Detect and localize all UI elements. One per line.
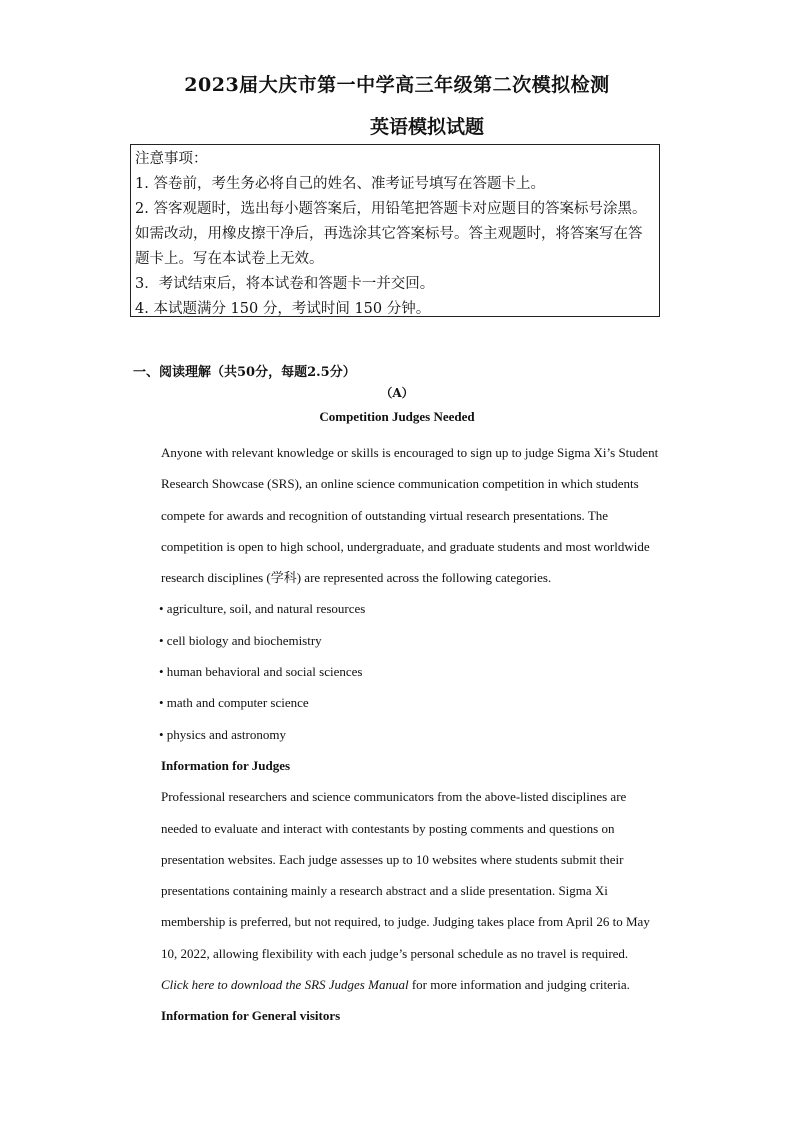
category-item: • human behavioral and social sciences	[159, 664, 363, 680]
passage-body	[133, 437, 663, 1032]
category-item: • cell biology and biochemistry	[159, 632, 322, 648]
judges-info-heading: Information for Judges	[161, 757, 291, 773]
exam-title: 2023届大庆市第一中学高三年级第二次模拟检测	[184, 74, 610, 96]
notice-item-3: 3．考试结束后，将本试卷和答题卡一并交回。	[135, 276, 435, 292]
category-item: • physics and astronomy	[159, 726, 286, 742]
notice-item-2: 2. 答客观题时，选出每小题答案后，用铅笔把答题卡对应题目的答案标号涂黑。如需改动，用橡皮擦干净后，再选涂其它答案标号。答主观题时，将答案写在答题卡上。写在本试卷上无效。	[135, 201, 647, 267]
notice-box	[130, 144, 660, 317]
notice-item-1: 1. 答卷前，考生务必将自己的姓名、准考证号填写在答题卡上。	[135, 176, 545, 192]
manual-download-link[interactable]: Click here to download the SRS Judges Manual	[161, 977, 409, 993]
section-heading: 一、阅读理解（共50分，每题2.5分）	[133, 365, 356, 380]
category-item: • math and computer science	[159, 695, 309, 711]
passage-paragraph-3	[133, 969, 663, 1000]
visitors-info-heading: Information for General visitors	[161, 1008, 341, 1024]
notice-item-4: 4. 本试题满分 150 分，考试时间 150 分钟。	[135, 301, 431, 317]
category-item: • agriculture, soil, and natural resources	[159, 601, 366, 617]
passage-paragraph-1: Anyone with relevant knowledge or skills is encouraged to sign up to judge Sigma Xi’s Student Research Showcase (SRS), an online science communication competition in which students compete for awards and recognition of outstanding virtual research presentations. The competition is open to high school, undergraduate, and graduate students and most worldwide research disciplines (学科) are represented across the following categories.	[161, 445, 659, 586]
paragraph-3-text: for more information and judging criteria.	[408, 977, 630, 993]
notice-heading: 注意事项：	[135, 151, 208, 167]
passage-label: （A）	[380, 386, 414, 400]
passage-title: Competition Judges Needed	[319, 409, 475, 424]
exam-subtitle: 英语模拟试题	[370, 116, 485, 138]
passage-paragraph-2: Professional researchers and science communicators from the above-listed disciplines are needed to evaluate and interact with contestants by posting comments and questions on presentation websites. Each judge assesses up to 10 websites where students submit their presentations containing mainly a research abstract and a slide presentation. Sigma Xi membership is preferred, but not required, to judge. Judging takes place from April 26 to May 10, 2022, allowing flexibility with each judge’s personal schedule as no travel is required.	[161, 789, 650, 961]
